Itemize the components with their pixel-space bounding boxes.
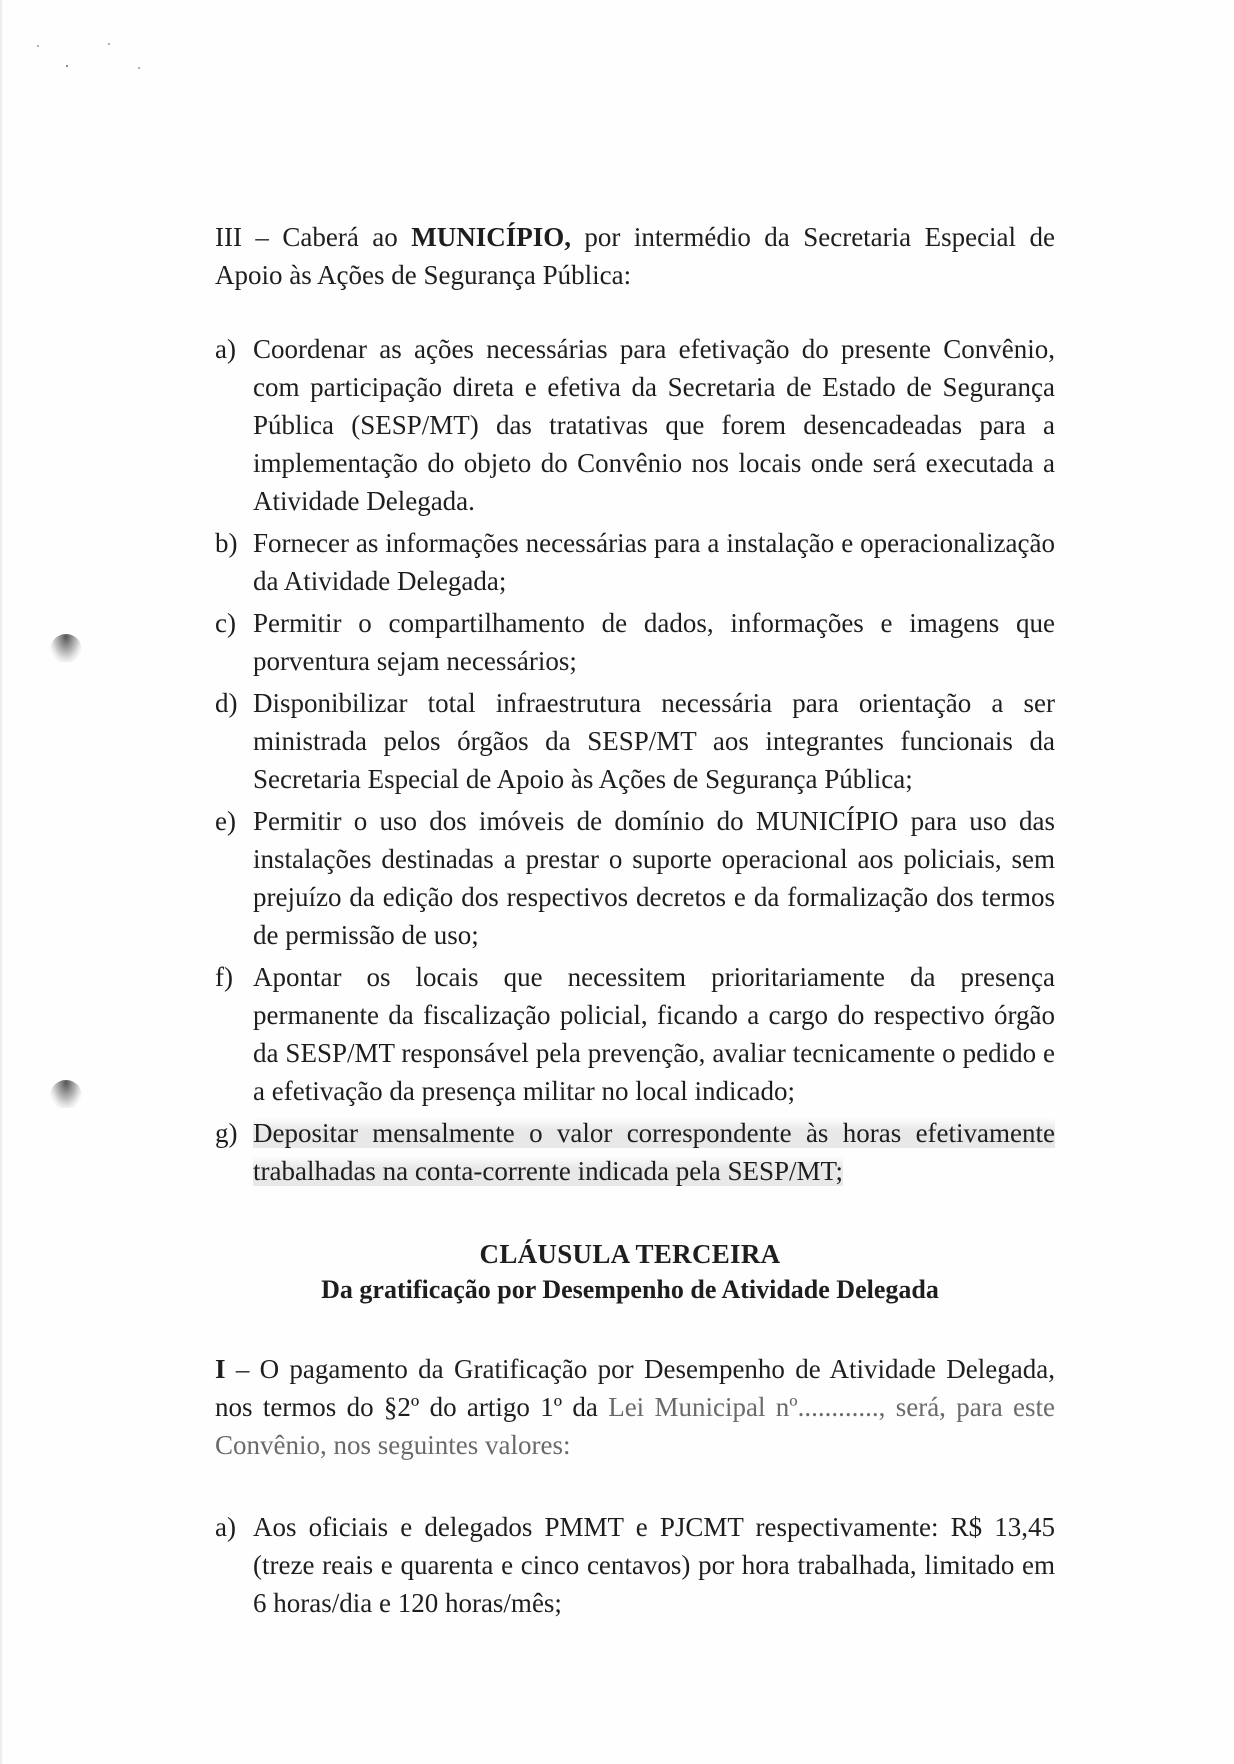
item-text: Apontar os locais que necessitem prioritariamente da presença permanente da fiscalização policial, ficando a cargo do respectivo órgão da SESP/MT responsável pela prevenção, avaliar tecnicamente o pedido e a efetivação da presença militar no local indicado; — [253, 962, 1055, 1106]
list-item-a — [215, 330, 1055, 520]
clause-title: CLÁUSULA TERCEIRA — [479, 1239, 781, 1269]
list-item-d — [215, 684, 1055, 798]
item-marker: d) — [215, 688, 238, 718]
item-text: Disponibilizar total infraestrutura necessária para orientação a ser ministrada pelos órgãos da SESP/MT aos integrantes funcionais da Secretaria Especial de Apoio às Ações de Segurança Pública; — [253, 688, 1055, 794]
section-i-mark: I — [215, 1354, 226, 1384]
values-item-a — [215, 1508, 1055, 1622]
clause-subtitle: Da gratificação por Desempenho de Atividade Delegada — [321, 1275, 939, 1304]
item-text: Permitir o uso dos imóveis de domínio do MUNICÍPIO para uso das instalações destinadas a prestar o suporte operacional aos policiais, sem prejuízo da edição dos respectivos decretos e da formalização dos termos de permissão de uso; — [253, 806, 1055, 950]
item-marker: a) — [215, 334, 236, 364]
section-i-paragraph — [215, 1350, 1055, 1464]
punch-hole-bottom — [50, 1080, 82, 1108]
list-item-e — [215, 802, 1055, 954]
scan-speck — [108, 43, 110, 45]
section-i-text-part1: – O pagamento da Gratificação por Desempenho de Atividade Delegada, nos termos do §2º do artigo 1º da — [215, 1354, 1055, 1422]
section-i-law-reference: Lei Municipal nº............, — [608, 1392, 886, 1422]
punch-hole-top — [50, 634, 82, 662]
document-body — [215, 218, 1055, 1626]
intro-bold-municipio: MUNICÍPIO, — [411, 222, 571, 252]
obligations-list — [215, 330, 1055, 1190]
item-text-highlighted: Depositar mensalmente o valor correspondente às horas efetivamente trabalhadas na conta-corrente indicada pela SESP/MT; — [253, 1118, 1055, 1186]
item-marker: f) — [215, 962, 233, 992]
scan-edge-shadow — [0, 0, 3, 1764]
item-text: Aos oficiais e delegados PMMT e PJCMT respectivamente: R$ 13,45 (treze reais e quarenta e cinco centavos) por hora trabalhada, limitado em 6 horas/dia e 120 horas/mês; — [253, 1512, 1055, 1618]
list-item-c — [215, 604, 1055, 680]
values-list — [215, 1508, 1055, 1622]
item-text: Permitir o compartilhamento de dados, informações e imagens que porventura sejam necessários; — [253, 608, 1055, 676]
scan-speck — [37, 45, 39, 47]
item-marker: a) — [215, 1512, 236, 1542]
item-marker: b) — [215, 528, 238, 558]
intro-suffix: por intermédio da Secretaria Especial de Apoio às Ações de Segurança Pública: — [215, 222, 1055, 290]
item-marker: e) — [215, 806, 236, 836]
item-marker: c) — [215, 608, 236, 638]
clause-heading — [205, 1236, 1055, 1308]
section-i-text-part3: será, para este Convênio, nos seguintes valores: — [215, 1392, 1055, 1460]
item-marker: g) — [215, 1118, 238, 1148]
scan-speck — [138, 67, 140, 69]
item-text: Coordenar as ações necessárias para efetivação do presente Convênio, com participação direta e efetiva da Secretaria de Estado de Segurança Pública (SESP/MT) das tratativas que forem desencadeadas para a implementação do objeto do Convênio nos locais onde será executada a Atividade Delegada. — [253, 334, 1055, 516]
intro-prefix: III – Caberá ao — [215, 222, 412, 252]
list-item-b — [215, 524, 1055, 600]
list-item-g — [215, 1114, 1055, 1190]
item-text: Fornecer as informações necessárias para a instalação e operacionalização da Atividade Delegada; — [253, 528, 1055, 596]
scan-speck — [66, 65, 68, 67]
intro-paragraph — [215, 218, 1055, 294]
list-item-f — [215, 958, 1055, 1110]
